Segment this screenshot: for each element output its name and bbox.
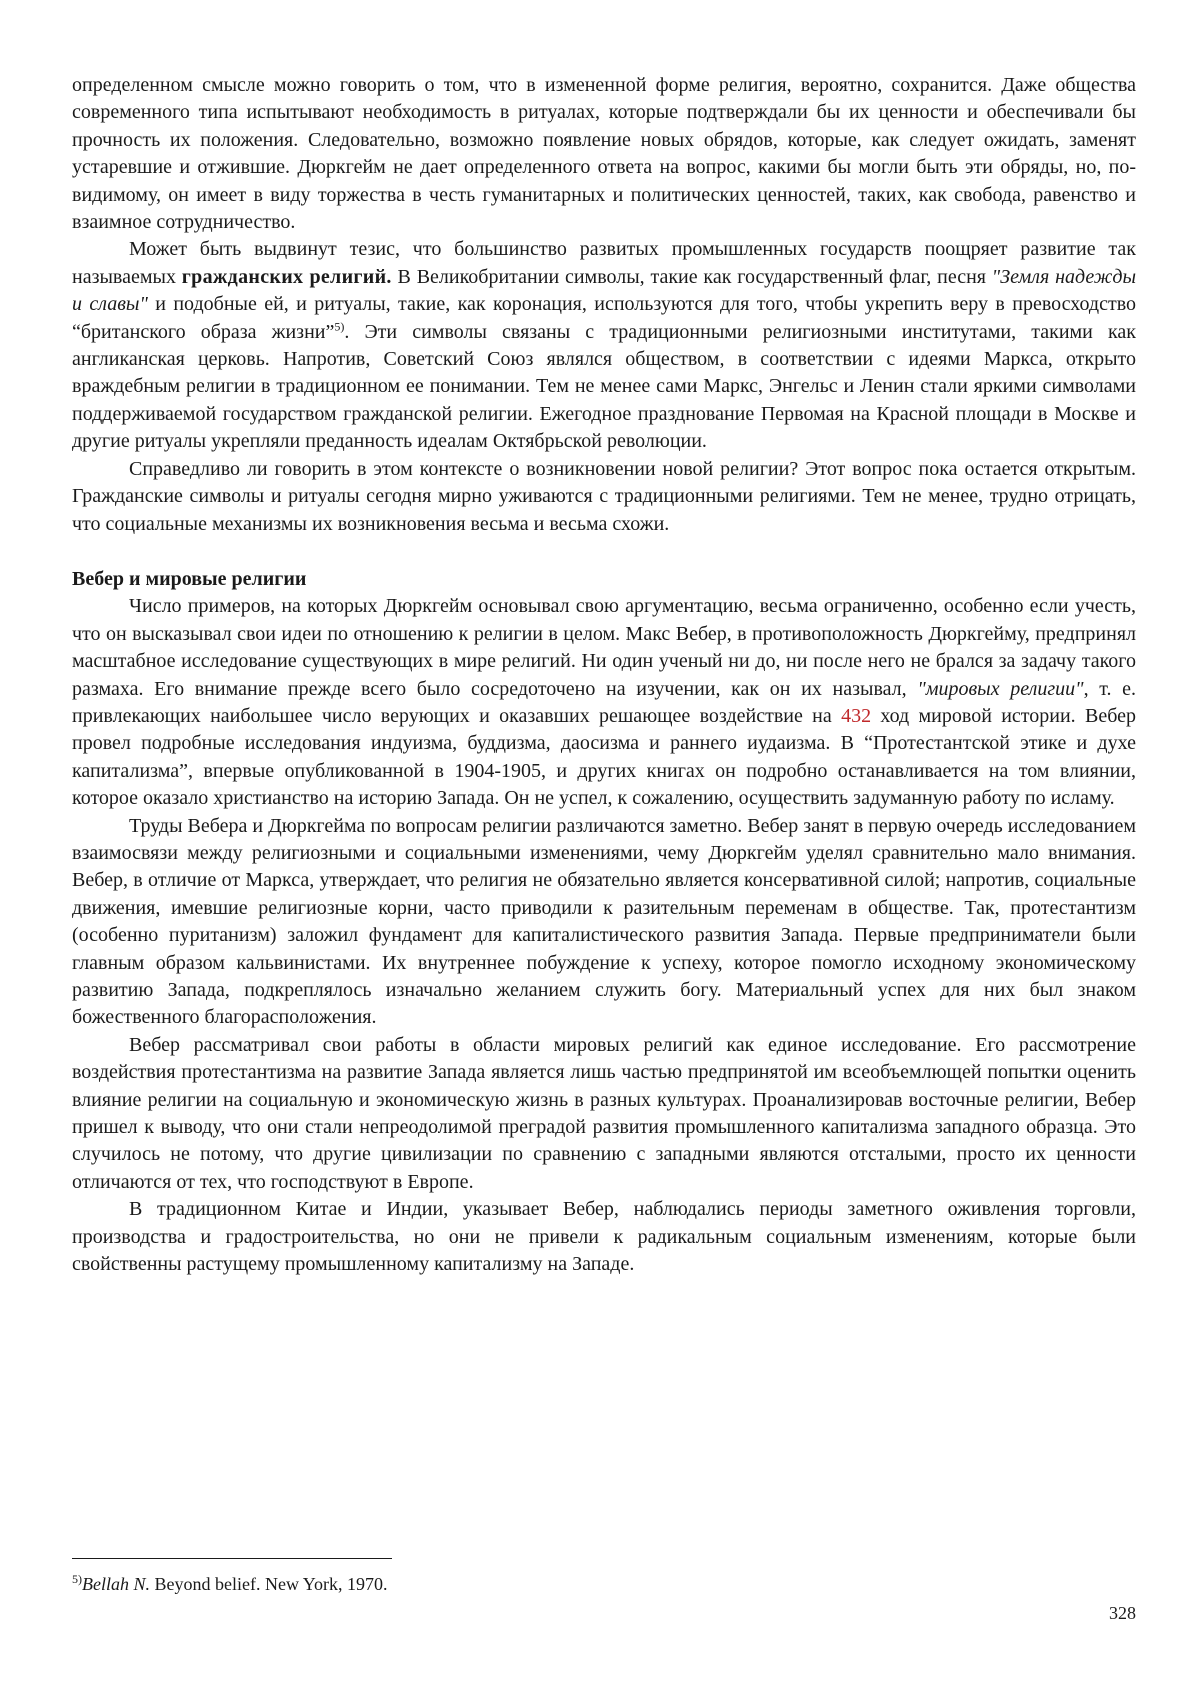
footnote-author: Bellah N. [82, 1574, 150, 1594]
paragraph-weber-unified-study: Вебер рассматривал свои работы в области мировых религий как единое исследование. Его рассмотрение воздействия протестантизма на развитие Запада является лишь частью предпринятой им всеобъемлющей попытки оценить влияние религии на социальную и экономическую жизнь в разных культурах. Проанализировав восточные религии, Вебер пришел к выводу, что они стали непреодолимой преградой развития промышленного капитализма западного образца. Это случилось не потому, что другие цивилизации по сравнению с западными являются отсталыми, просто их ценности отличаются от тех, что господствуют в Европе. [72, 1033, 1136, 1193]
footnote-divider [72, 1558, 392, 1559]
footnote-text: Beyond belief. New York, 1970. [150, 1574, 388, 1594]
page-link-432[interactable]: 432 [841, 704, 872, 727]
text-run: Может быть выдвинут тезис, что большинство развитых промышленных государств поощряет развитие так называемых [72, 238, 1136, 288]
italic-world-religions: "мировых религии" [917, 677, 1084, 700]
text-run: , т. е. привлекающих наибольшее число верующих и оказавших решающее воздействие на [72, 677, 1136, 727]
text-run: . Эти символы связаны с традиционными религиозными институтами, такими как англиканская церковь. Напротив, Советский Союз являлся обществом, в соответствии с идеями Маркса, открыто враждебным религии в традиционном ее понимании. Тем не менее сами Маркс, Энгельс и Ленин стали яркими символами поддерживаемой государством гражданской религии. Ежегодное празднование Первомая на Красной площади в Москве и другие ритуалы укрепляли преданность идеалам Октябрьской революции. [72, 320, 1137, 453]
footnote [72, 1574, 972, 1595]
bold-term-civil-religions: гражданских религий. [181, 265, 392, 288]
paragraph-china-india: В традиционном Китае и Индии, указывает Вебер, наблюдались периоды заметного оживления торговли, производства и градостроительства, но они не привели к радикальным социальным изменениям, которые были свойственны растущему промышленному капитализму на Западе. [72, 1198, 1136, 1276]
text-run: ход мировой истории. Вебер провел подробные исследования индуизма, буддизма, даосизма и раннего иудаизма. В “Протестантской этике и духе капитализма”, впервые опубликованной в 1904-1905, и других книгах он подробно останавливается на том влиянии, которое оказало христианство на историю Запада. Он не успел, к сожалению, осуществить задуманную работу по исламу. [72, 704, 1136, 810]
paragraph-civil-religions [72, 236, 1136, 455]
paragraph-weber-durkheim-comparison: Труды Вебера и Дюркгейма по вопросам религии различаются заметно. Вебер занят в первую очередь исследованием взаимосвязи между религиозными и социальными изменениями, чему Дюркгейм уделял сравнительно мало внимания. Вебер, в отличие от Маркса, утверждает, что религия не обязательно является консервативной силой; напротив, социальные движения, имевшие религиозные корни, часто приводили к разительным переменам в обществе. Так, протестантизм (особенно пуританизм) заложил фундамент для капиталистического развития Запада. Первые предприниматели были главным образом кальвинистами. Их внутреннее побуждение к успеху, которое помогло исходному экономическому развитию Запада, подкреплялось изначально желанием служить богу. Материальный успех для них был знаком божественного благорасположения. [72, 814, 1136, 1029]
paragraph-weber-world-religions [72, 593, 1136, 812]
footnote-marker: 5) [72, 1572, 82, 1586]
text-run: В Великобритании символы, такие как государственный флаг, песня [391, 265, 992, 288]
page-number: 328 [1109, 1603, 1136, 1623]
paragraph-durkheim-rituals: определенном смысле можно говорить о том, что в измененной форме религия, вероятно, сохранится. Даже общества современного типа испытывают необходимость в ритуалах, которые подтверждали бы их ценности и обеспечивали бы прочность их положения. Следовательно, возможно появление новых обрядов, которые, как следует ожидать, заменят устаревшие и отжившие. Дюркгейм не дает определенного ответа на вопрос, какими бы могли быть эти обряды, но, по-видимому, он имеет в виду торжества в честь гуманитарных и политических ценностей, таких, как свобода, равенство и взаимное сотрудничество. [72, 74, 1136, 234]
paragraph-new-religion-question: Справедливо ли говорить в этом контексте о возникновении новой религии? Этот вопрос пока остается открытым. Гражданские символы и ритуалы сегодня мирно уживаются с традиционными религиями. Тем не менее, трудно отрицать, что социальные механизмы их возникновения весьма и весьма схожи. [72, 457, 1136, 535]
text-run: и подобные ей, и ритуалы, такие, как коронация, используются для того, чтобы укрепить веру в превосходство “британского образа жизни” [72, 293, 1137, 343]
page-body [72, 72, 1136, 1278]
section-heading: Вебер и мировые религии [72, 567, 307, 590]
italic-song-title: "Земля надежды и славы" [72, 265, 1136, 316]
footnote-reference[interactable]: 5) [334, 319, 345, 333]
text-run: Число примеров, на которых Дюркгейм основывал свою аргументацию, весьма ограниченно, особенно если учесть, что он высказывал свои идеи по отношению к религии в целом. Макс Вебер, в противоположность Дюркгейму, предпринял масштабное исследование существующих в мире религий. Ни один ученый ни до, ни после него не брался за задачу такого размаха. Его внимание прежде всего было сосредоточено на изучении, как он их называл, [72, 595, 1136, 700]
